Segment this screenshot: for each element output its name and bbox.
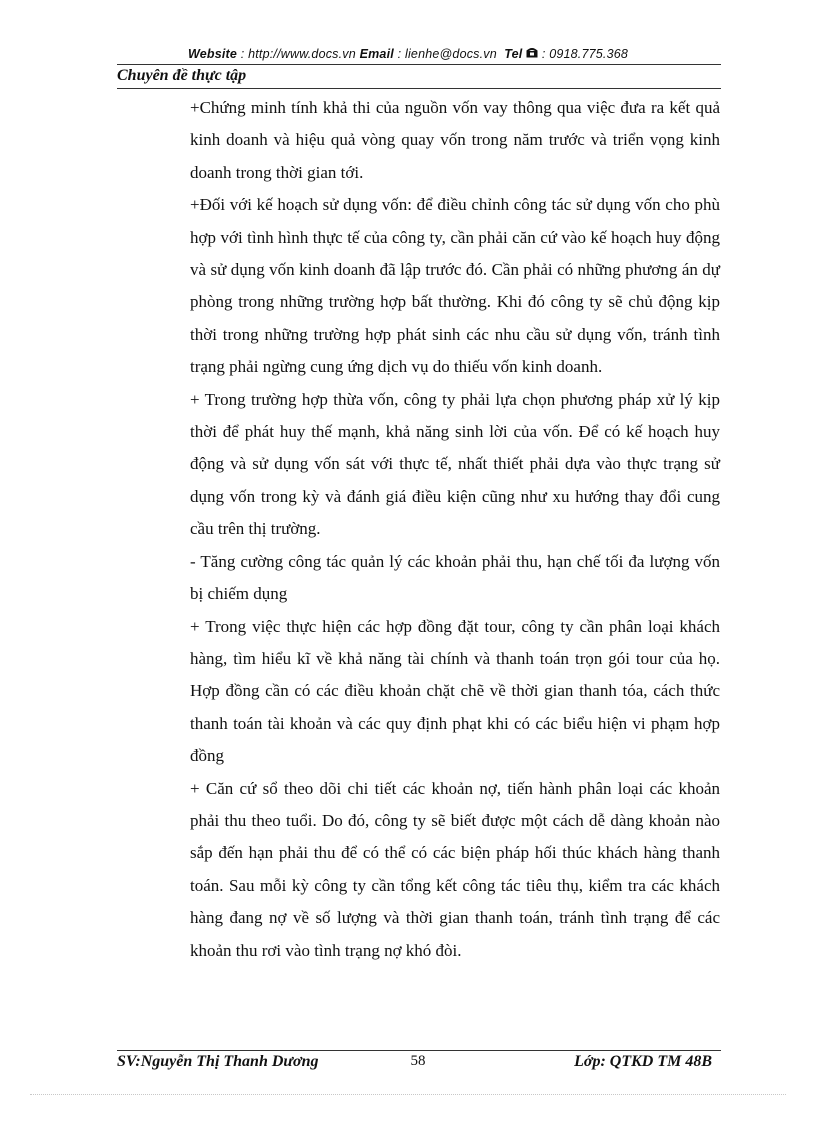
email-label: Email (359, 47, 394, 61)
site-header: Website : http://www.docs.vn Email : lienhe@docs.vn Tel : 0918.775.368 (187, 47, 629, 61)
paragraph: +Đối với kế hoạch sử dụng vốn: để điều chỉnh công tác sử dụng vốn cho phù hợp với tình hình thực tế của công ty, cần phải căn cứ vào kế hoạch huy động và sử dụng vốn kinh doanh đã lập trước đó. Cần phải có những phương án dự phòng trong những trường hợp bất thường. Khi đó công ty sẽ chủ động kịp thời trong những trường hợp phát sinh các nhu cầu sử dụng vốn, tránh tình trạng phải ngừng cung ứng dịch vụ do thiếu vốn kinh doanh. (190, 195, 720, 377)
paragraph: - Tăng cường công tác quản lý các khoản phải thu, hạn chế tối đa lượng vốn bị chiếm dụng (190, 551, 720, 604)
paragraph: +Chứng minh tính khả thi của nguồn vốn vay thông qua việc đưa ra kết quả kinh doanh và hiệu quả vòng quay vốn trong năm trước và triển vọng kinh doanh trong thời gian tới. (190, 98, 720, 182)
tel-value: 0918.775.368 (549, 47, 629, 61)
website-label: Website (187, 47, 238, 61)
page-number: 58 (410, 1053, 426, 1069)
tel-label: Tel (504, 47, 523, 61)
paragraph: + Trong trường hợp thừa vốn, công ty phải lựa chọn phương pháp xử lý kịp thời để phát huy thế mạnh, khả năng sinh lời của vốn. Để có kế hoạch huy động và sử dụng vốn sát với thực tế, nhất thiết phải dựa vào thực trạng sử dụng vốn trong kỳ và đánh giá điều kiện cũng như xu hướng thay đổi cung cầu trên thị trường. (190, 389, 720, 539)
email-link[interactable]: lienhe@docs.vn (404, 47, 497, 61)
footer-rule (117, 1050, 721, 1051)
document-subject: Chuyên đề thực tập (117, 67, 247, 84)
paragraph: + Căn cứ sổ theo dõi chi tiết các khoản nợ, tiến hành phân loại các khoản phải thu theo tuổi. Do đó, công ty sẽ biết được một cách dễ dàng khoản nào sắp đến hạn phải thu để có thể có các biện pháp hối thúc khách hàng thanh toán. Sau mỗi kỳ công ty cần tổng kết công tác tiêu thụ, kiểm tra các khách hàng đang nợ về số lượng và thời gian thanh toán, tránh tình trạng để các khoản thu rơi vào tình trạng nợ khó đòi. (190, 778, 720, 960)
document-body (190, 92, 720, 967)
website-link[interactable]: http://www.docs.vn (248, 47, 356, 61)
page-edge-divider (30, 1094, 786, 1095)
student-name: SV:Nguyễn Thị Thanh Dương (117, 1053, 319, 1070)
header-rule (117, 64, 721, 65)
phone-icon (526, 47, 538, 61)
header-rule-bottom (117, 88, 721, 89)
class-name: Lớp: QTKD TM 48B (574, 1053, 712, 1070)
paragraph: + Trong việc thực hiện các hợp đồng đặt tour, công ty cần phân loại khách hàng, tìm hiểu kĩ về khả năng tài chính và thanh toán trọn gói tour của họ. Hợp đồng cần có các điều khoản chặt chẽ về thời gian thanh tóa, cách thức thanh toán tài khoản và các quy định phạt khi có các biểu hiện vi phạm hợp đồng (190, 616, 720, 766)
